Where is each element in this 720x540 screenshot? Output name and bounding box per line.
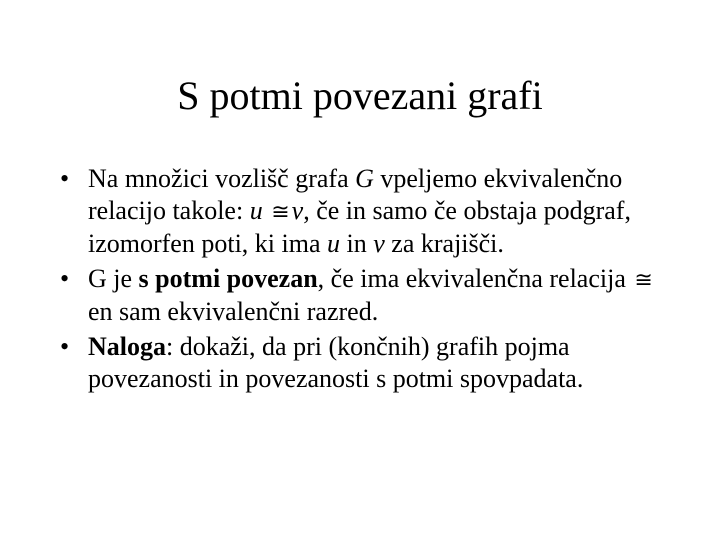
- graph-symbol: G: [355, 164, 374, 193]
- vertex-v: v: [291, 196, 304, 225]
- vertex-u: u: [327, 229, 341, 258]
- bullet-dot-icon: •: [60, 332, 70, 361]
- text: za krajišči.: [384, 229, 504, 258]
- text: en sam ekvivalenčni razred.: [88, 297, 379, 326]
- text: , če in samo če obstaja podgraf, izomorfen poti, ki ima: [88, 196, 631, 258]
- vertex-v: v: [373, 229, 385, 258]
- text: G je: [88, 264, 139, 293]
- bullet-dot-icon: •: [60, 264, 70, 293]
- slide-title: S potmi povezani grafi: [177, 73, 543, 118]
- congruence-symbol: ≅: [634, 267, 653, 292]
- bold-term: Naloga: [88, 332, 166, 361]
- bullet-item-equivalence: [60, 163, 660, 260]
- vertex-u: u: [249, 196, 263, 225]
- text: : dokaži, da pri (končnih) grafih pojma povezanosti in povezanosti s potmi spovpadata.: [88, 332, 584, 393]
- bullet-item-task: [60, 331, 660, 395]
- text: Na množici vozlišč grafa: [88, 164, 356, 193]
- bullet-item-path-connected: [60, 263, 660, 328]
- bullet-dot-icon: •: [60, 164, 70, 193]
- text: vpeljemo ekvivalenčno relacijo takole:: [88, 164, 623, 225]
- bold-term: s potmi povezan: [138, 264, 318, 293]
- congruence-symbol: ≅: [271, 199, 290, 224]
- text: in: [340, 229, 374, 258]
- text: , če ima ekvivalenčna relacija: [317, 264, 633, 293]
- bullet-list: [60, 163, 660, 398]
